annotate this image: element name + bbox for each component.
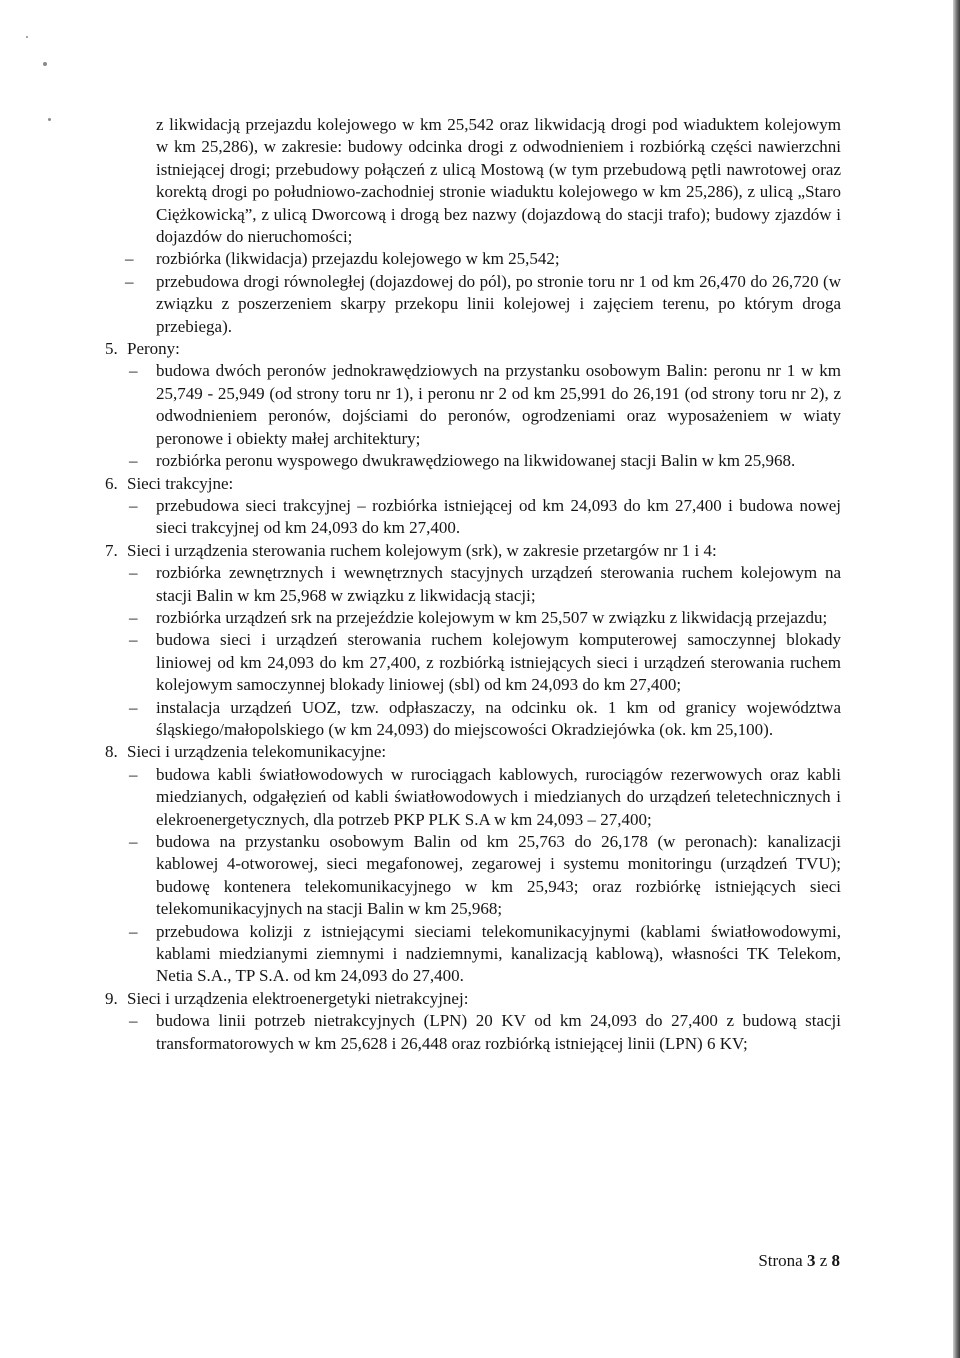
section-number: 5. bbox=[105, 339, 118, 359]
section-5 bbox=[103, 338, 841, 472]
list-item: – budowa na przystanku osobowym Balin od km 25,763 do 26,178 (w peronach): kanalizacji kablowej 4-otworowej, sieci megafonowej, zegarowej i systemu monitoringu (urządzeń TVU); budowę kontenera telekomunikacyjnego w km 25,943; oraz rozbiórkę istniejących sieci telekomunikacyjnych na stacji Balin w km 25,968; bbox=[127, 831, 841, 921]
section-title: Sieci trakcyjne: bbox=[127, 473, 234, 493]
page-separator: z bbox=[819, 1251, 828, 1270]
section-title: Sieci i urządzenia elektroenergetyki nietrakcyjnej: bbox=[127, 988, 469, 1008]
scan-edge bbox=[953, 0, 960, 1358]
list-item: – rozbiórka peronu wyspowego dwukrawędziowego na likwidowanej stacji Balin w km 25,968. bbox=[127, 450, 841, 472]
list-item: – budowa sieci i urządzeń sterowania ruchem kolejowym komputerowej samoczynnej blokady liniowej od km 24,093 do km 27,400, z rozbiórką istniejących sieci i urządzeń sterowania ruchem kolejowym samoczynnej blokady liniowej (sbl) od km 24,093 do km 27,400; bbox=[127, 629, 841, 696]
list-item: – rozbiórka (likwidacja) przejazdu kolejowego w km 25,542; bbox=[103, 248, 841, 270]
section-8 bbox=[103, 741, 841, 987]
scan-speck bbox=[48, 118, 51, 121]
section-number: 6. bbox=[105, 473, 118, 493]
list-item: – przebudowa kolizji z istniejącymi sieciami telekomunikacyjnymi (kablami światłowodowymi, kablami miedzianymi ziemnymi i nadziemnymi, kanalizacją kablową), własności TK Telekom, Netia S.A., TP S.A. od km 24,093 do 27,400. bbox=[127, 921, 841, 988]
intro-paragraph: z likwidacją przejazdu kolejowego w km 25,542 oraz likwidacją drogi pod wiaduktem kolejowym w km 25,286), w zakresie: budowy odcinka drogi z odwodnieniem i rozbiórką części nawierzchni istniejącej drogi; przebudowy połączeń z ulicą Mostową (w tym przebudową pętli nawrotowej oraz korektą drogi po południowo-zachodniej stronie wiaduktu kolejowego w km 25,286), z ulicą „Staro Ciężkowicką”, z ulicą Dworcową i drogą bez nazwy (dojazdową do stacji trafo); budowy zjazdów i dojazdów do nieruchomości; bbox=[156, 115, 841, 247]
page-label: Strona bbox=[758, 1251, 803, 1270]
section-number: 8. bbox=[105, 742, 118, 762]
list-item: – przebudowa sieci trakcyjnej – rozbiórka istniejącej od km 24,093 do km 27,400 i budowa nowej sieci trakcyjnej od km 24,093 do km 27,400. bbox=[127, 495, 841, 540]
list-item: – instalacja urządzeń UOZ, tzw. odpłaszaczy, na odcinku ok. 1 km od granicy województwa śląskiego/małopolskiego (w km 24,093) do miejscowości Okradziejówka (ok. km 25,100). bbox=[127, 697, 841, 742]
section-9 bbox=[103, 988, 841, 1055]
list-item: – rozbiórka zewnętrznych i wewnętrznych stacyjnych urządzeń sterowania ruchem kolejowym na stacji Balin w km 25,968 w związku z likwidacją stacji; bbox=[127, 562, 841, 607]
document-body bbox=[103, 114, 841, 1055]
list-item: – rozbiórka urządzeń srk na przejeździe kolejowym w km 25,507 w związku z likwidacją przejazdu; bbox=[127, 607, 841, 629]
section-number: 9. bbox=[105, 988, 118, 1008]
list-item: – budowa linii potrzeb nietrakcyjnych (LPN) 20 KV od km 24,093 do 27,400 z budową stacji transformatorowych w km 25,628 i 26,448 oraz rozbiórką istniejącej linii (LPN) 6 KV; bbox=[127, 1010, 841, 1055]
list-item: – budowa dwóch peronów jednokrawędziowych na przystanku osobowym Balin: peronu nr 1 w km 25,749 - 25,949 (od strony toru nr 1), i peronu nr 2 od km 25,991 do 26,191 (od strony toru nr 2), z odwodnieniem peronów, dojściami do peronów, ogrodzeniami oraz wyposażeniem w wiaty peronowe i obiekty małej architektury; bbox=[127, 360, 841, 450]
section-title: Perony: bbox=[127, 339, 180, 359]
page-number: 3 bbox=[806, 1251, 816, 1270]
page-total: 8 bbox=[831, 1251, 840, 1270]
section-title: Sieci i urządzenia telekomunikacyjne: bbox=[127, 742, 387, 762]
page-footer bbox=[758, 1251, 840, 1271]
section-7 bbox=[103, 540, 841, 742]
section-title: Sieci i urządzenia sterowania ruchem kolejowym (srk), w zakresie przetargów nr 1 i 4: bbox=[127, 540, 717, 560]
scan-speck bbox=[43, 62, 47, 66]
section-number: 7. bbox=[105, 540, 118, 560]
scan-speck bbox=[26, 36, 28, 38]
list-item: – budowa kabli światłowodowych w rurociągach kablowych, rurociągów rezerwowych oraz kabli miedzianych, odgałęzień od kabli światłowodowych i miedzianych do urządzeń teletechnicznych i elekroenergetycznych, dla potrzeb PKP PLK S.A w km 24,093 – 27,400; bbox=[127, 764, 841, 831]
section-6 bbox=[103, 473, 841, 540]
list-item: – przebudowa drogi równoległej (dojazdowej do pól), po stronie toru nr 1 od km 26,470 do 26,720 (w związku z poszerzeniem skarpy przekopu linii kolejowej i zajęciem terenu, po którym droga przebiega). bbox=[103, 271, 841, 338]
